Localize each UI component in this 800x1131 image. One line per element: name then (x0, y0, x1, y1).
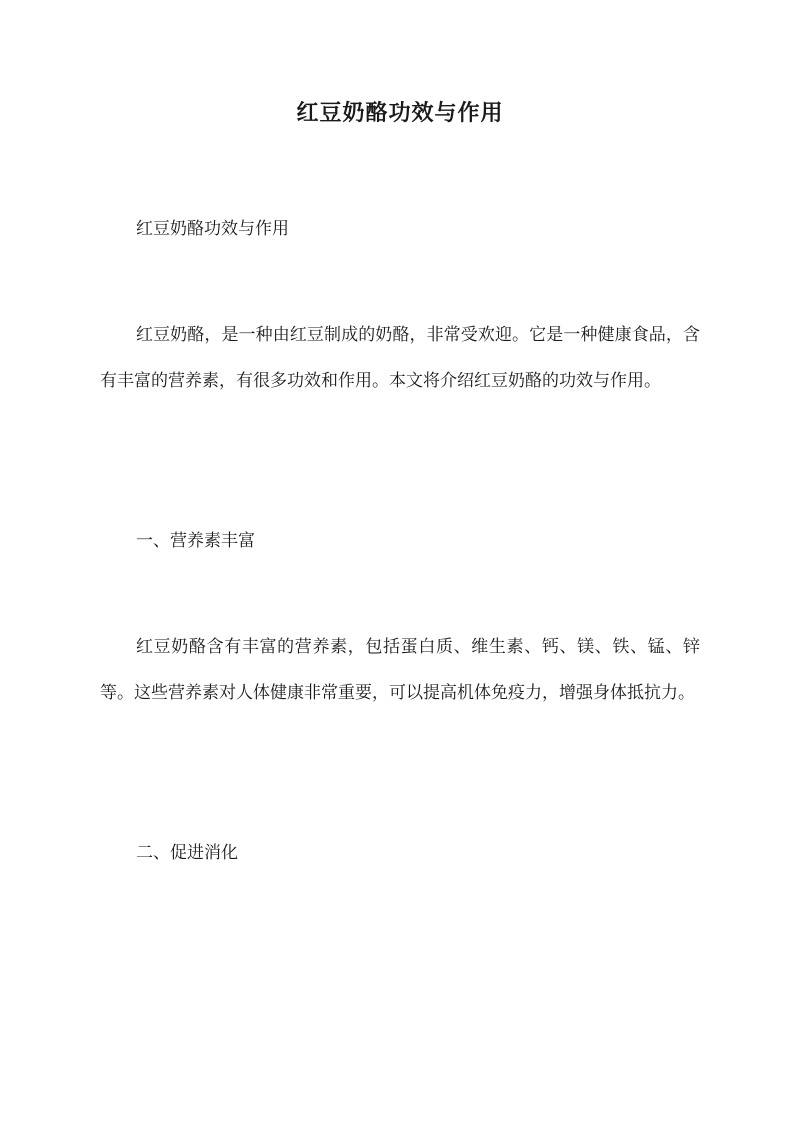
document-subtitle: 红豆奶酪功效与作用 (136, 219, 289, 239)
section-heading-nutrients: 一、营养素丰富 (136, 531, 255, 551)
intro-paragraph: 红豆奶酪，是一种由红豆制成的奶酪，非常受欢迎。它是一种健康食品，含有丰富的营养素，有很多功效和作用。本文将介绍红豆奶酪的功效与作用。 (100, 325, 700, 391)
document-title: 红豆奶酪功效与作用 (296, 100, 504, 126)
section-body-nutrients: 红豆奶酪含有丰富的营养素，包括蛋白质、维生素、钙、镁、铁、锰、锌等。这些营养素对人体健康非常重要，可以提高机体免疫力，增强身体抵抗力。 (100, 637, 700, 703)
section-heading-digestion: 二、促进消化 (136, 843, 238, 863)
